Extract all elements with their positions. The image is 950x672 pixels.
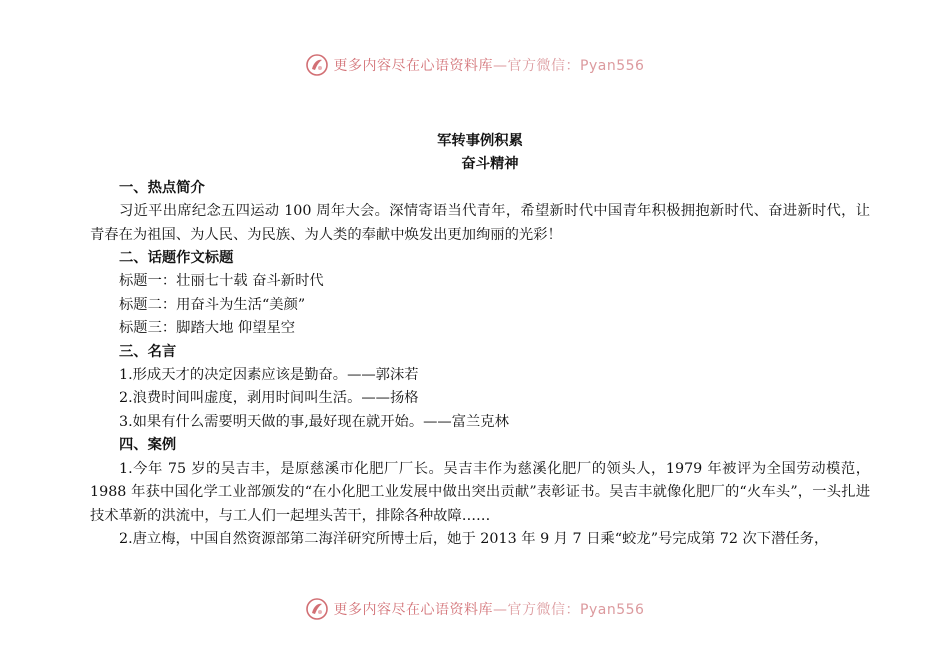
brand-logo-icon bbox=[306, 54, 328, 76]
case-paragraph-2: 2.唐立梅，中国自然资源部第二海洋研究所博士后，她于 2013 年 9 月 7 日乘“蛟龙”号完成第 72 次下潜任务， bbox=[119, 530, 829, 547]
quote-item: 3.如果有什么需要明天做的事,最好现在就开始。——富兰克林 bbox=[119, 413, 509, 430]
document-subtitle: 奋斗精神 bbox=[461, 156, 519, 173]
document-body bbox=[90, 130, 870, 551]
section-heading-intro: 一、热点简介 bbox=[119, 179, 205, 196]
watermark-header bbox=[0, 54, 950, 76]
case-paragraph-1: 1.今年 75 岁的吴吉丰，是原慈溪市化肥厂厂长。吴吉丰作为慈溪化肥厂的领头人，1979 年被评为全国劳动模范，1988 年获中国化学工业部颁发的“在小化肥工业发展中做出突出贡献”表彰证书。吴吉丰就像化肥厂的“火车头”，一头扎进技术革新的洪流中，与工人们一起埋头苦干，排除各种故障…… bbox=[90, 460, 870, 524]
quote-item: 1.形成天才的决定因素应该是勤奋。——郭沫若 bbox=[119, 367, 419, 384]
watermark-brand-text: 更多内容尽在心语资料库 bbox=[333, 58, 494, 74]
essay-title-item: 标题一：壮丽七十载 奋斗新时代 bbox=[119, 273, 324, 290]
watermark-footer bbox=[0, 598, 950, 620]
essay-title-item: 标题三：脚踏大地 仰望星空 bbox=[119, 320, 296, 337]
brand-logo-icon bbox=[306, 598, 328, 620]
section-heading-titles: 二、话题作文标题 bbox=[119, 250, 234, 267]
section-heading-quotes: 三、名言 bbox=[119, 343, 177, 360]
watermark-contact-text: —官方微信：Pyan556 bbox=[493, 58, 645, 74]
essay-title-item: 标题二：用奋斗为生活“美颜” bbox=[119, 296, 306, 313]
quote-item: 2.浪费时间叫虚度，剥用时间叫生活。——扬格 bbox=[119, 390, 419, 407]
section-heading-cases: 四、案例 bbox=[119, 437, 177, 454]
section-intro-paragraph: 习近平出席纪念五四运动 100 周年大会。深情寄语当代青年，希望新时代中国青年积极拥抱新时代、奋进新时代，让青春在为祖国、为人民、为民族、为人类的奉献中焕发出更加绚丽的光彩！ bbox=[90, 203, 870, 243]
watermark-contact-text: —官方微信：Pyan556 bbox=[493, 602, 645, 618]
watermark-brand-text: 更多内容尽在心语资料库 bbox=[333, 602, 494, 618]
document-title: 军转事例积累 bbox=[437, 133, 523, 149]
